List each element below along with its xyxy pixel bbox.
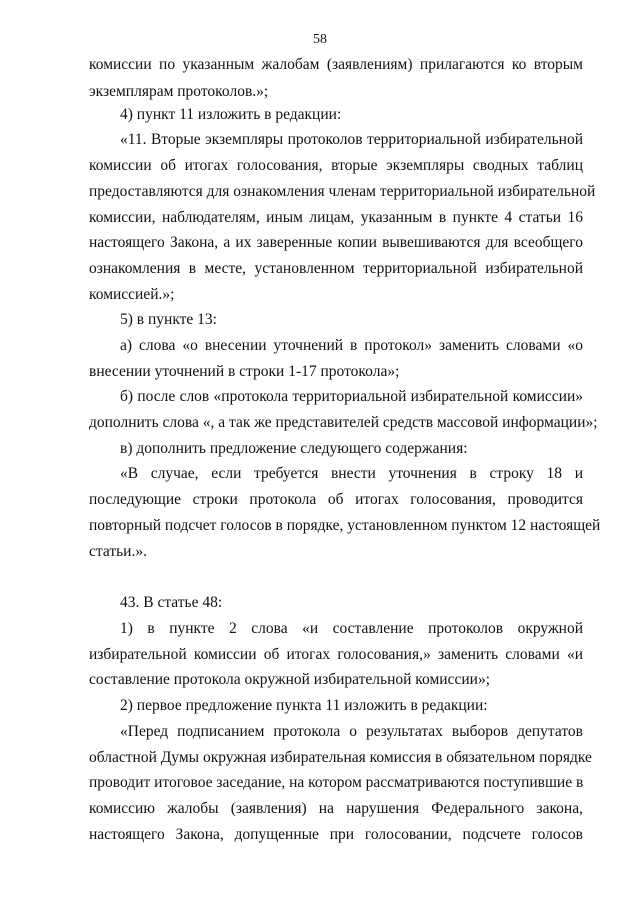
text-line: б) после слов «протокола территориальной избирательной комиссии» xyxy=(120,388,583,405)
text-line: комиссии, наблюдателям, иным лицам, указанным в пункте 4 статьи 16 xyxy=(89,209,583,226)
text-line: комиссии об итогах голосования, вторые экземпляры сводных таблиц xyxy=(89,157,583,174)
text-line: ознакомления в месте, установленном территориальной избирательной xyxy=(89,260,583,277)
text-line: комиссией.»; xyxy=(89,286,175,303)
text-line: 2) первое предложение пункта 11 изложить в редакции: xyxy=(120,697,488,714)
text-line: статьи.». xyxy=(89,543,147,560)
text-line: комиссию жалобы (заявления) на нарушения Федерального закона, xyxy=(89,800,583,817)
text-line: «11. Вторые экземпляры протоколов территориальной избирательной xyxy=(120,131,583,148)
text-line: настоящего Закона, а их заверенные копии вывешиваются для всеобщего xyxy=(89,234,583,251)
text-line: а) слова «о внесении уточнений в протокол» заменить словами «о xyxy=(120,337,583,354)
text-line: проводит итоговое заседание, на котором рассматриваются поступившие в xyxy=(89,774,584,791)
text-line: дополнить слова «, а так же представителей средств массовой информации»; xyxy=(89,414,598,431)
text-line: последующие строки протокола об итогах голосования, проводится xyxy=(89,491,583,508)
text-line: в) дополнить предложение следующего содержания: xyxy=(120,440,468,457)
text-line: 1) в пункте 2 слова «и составление протоколов окружной xyxy=(120,620,583,637)
text-line: экземплярам протоколов.»; xyxy=(89,83,269,100)
text-line: комиссии по указанным жалобам (заявлениям) прилагаются ко вторым xyxy=(89,56,583,73)
text-line: составление протокола окружной избирательной комиссии»; xyxy=(89,671,491,688)
text-line: предоставляются для ознакомления членам территориальной избирательной xyxy=(89,183,596,200)
text-line: 4) пункт 11 изложить в редакции: xyxy=(120,106,342,123)
text-line: внесении уточнений в строки 1-17 протокола»; xyxy=(89,363,400,380)
text-line: «Перед подписанием протокола о результатах выборов депутатов xyxy=(120,723,583,740)
text-line: настоящего Закона, допущенные при голосовании, подсчете голосов xyxy=(89,826,583,843)
text-line: избирательной комиссии об итогах голосования,» заменить словами «и xyxy=(89,646,583,663)
text-line: повторный подсчет голосов в порядке, установленном пунктом 12 настоящей xyxy=(89,517,601,534)
text-line: «В случае, если требуется внести уточнения в строку 18 и xyxy=(120,465,583,482)
page-number: 58 xyxy=(313,32,327,47)
text-line: 5) в пункте 13: xyxy=(120,311,217,328)
section-heading: 43. В статье 48: xyxy=(120,594,223,611)
text-line: областной Думы окружная избирательная комиссия в обязательном порядке xyxy=(89,749,592,766)
